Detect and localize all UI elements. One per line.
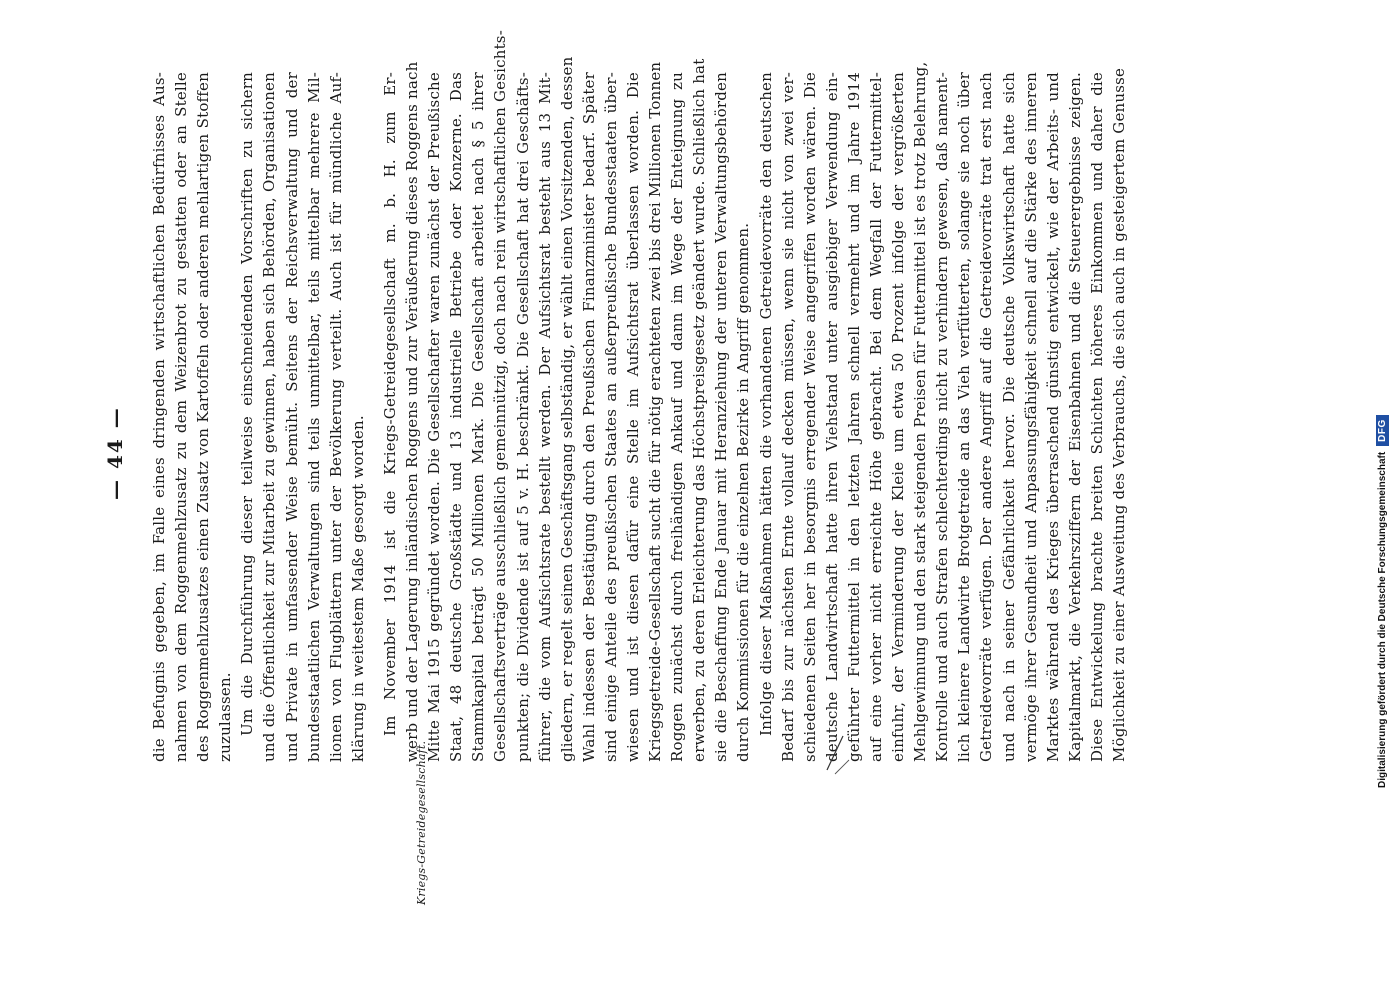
text-line: lionen von Flugblättern unter der Bevölkerung verteilt. Auch ist für mündliche Auf-	[326, 72, 345, 762]
text-line: wiesen und ist diesen dafür eine Stelle im Aufsichtsrat überlassen worden. Die	[623, 72, 642, 762]
text-line: klärung in weitestem Maße gesorgt worden.	[348, 415, 367, 762]
paragraph	[236, 72, 369, 762]
text-line: auf eine vorher nicht erreichte Höhe gebracht. Bei dem Wegfall der Futtermittel-	[867, 72, 885, 762]
text-line: Getreidevorräte verfügen. Der andere Angriff auf die Getreidevorräte trat erst nach	[977, 72, 996, 762]
text-line: Um die Durchführung dieser teilweise einschneidenden Vorschriften zu sichern	[238, 72, 257, 736]
text-line: Mitte Mai 1915 gegründet worden. Die Gesellschafter waren zunächst der Preußische	[425, 72, 444, 762]
text-line: Infolge dieser Maßnahmen hätten die vorhandenen Getreidevorräte den deutschen	[756, 72, 775, 736]
text-line: Diese Entwickelung brachte breiten Schichten höheres Einkommen und daher die	[1087, 72, 1106, 762]
text-line: zuzulassen.	[216, 672, 235, 762]
text-line: durch Kommissionen für die einzelnen Bezirke in Angriff genommen.	[734, 222, 753, 762]
digitization-note: Digitalisierung gefördert durch die Deutsche Forschungsgemeinschaft	[1377, 451, 1388, 788]
text-line: Mehlgewinnung und den stark steigenden Preisen für Futtermittel ist es trotz Belehrung,	[911, 61, 930, 762]
text-line: vermöge ihrer Gesundheit und Anpassungsfähigkeit schnell auf die Stärke des inneren	[1021, 72, 1040, 762]
text-line: führer, die vom Aufsichtsrate bestellt werden. Der Aufsichtsrat besteht aus 13 Mit-	[535, 72, 554, 762]
paragraph	[379, 30, 755, 762]
text-line: Möglichkeit zu einer Ausweitung des Verbrauchs, die sich auch in gesteigertem Genusse	[1110, 67, 1129, 762]
paragraph	[755, 61, 1131, 762]
text-line: Bedarf bis zur nächsten Ernte vollauf decken müssen, wenn sie nicht von zwei ver-	[778, 72, 797, 762]
text-line: und nach in seiner Gefährlichkeit hervor. Die deutsche Volkswirtschaft hatte sich	[999, 72, 1018, 762]
text-line: lich kleinere Landwirte Brotgetreide an das Vieh verfütterten, solange sie noch über	[955, 72, 974, 762]
text-line: des Roggenmehlzusatzes einen Zusatz von Kartoffeln oder anderen mehlartigen Stoffen	[194, 72, 213, 762]
text-line: und Private in umfassender Weise bemüht. Seitens der Reichsverwaltung und der	[282, 72, 301, 762]
text-line: Gesellschaftsverträge ausschließlich gemeinnützig, doch nach rein wirtschaftlichen Gesichts-	[491, 30, 510, 762]
paragraph	[148, 72, 236, 762]
text-line: nahmen von dem Roggenmehlzusatz zu dem Weizenbrot zu gestatten oder an Stelle	[172, 72, 191, 762]
digitization-footer	[1376, 415, 1389, 788]
text-line: Kontrolle und auch Strafen schlechterdings nicht zu verhindern gewesen, daß nament-	[933, 72, 952, 762]
section-gap	[369, 72, 379, 762]
text-line: sie die Beschaffung Ende Januar mit Heranziehung der unteren Verwaltungsbehörden	[712, 72, 731, 762]
text-line: werb und der Lagerung inländischen Roggens und zur Veräußerung dieses Roggens nach	[403, 61, 422, 762]
text-line: gliedern, er regelt seinen Geschäftsgang selbständig, er wählt einen Vorsitzenden, dessen	[557, 56, 576, 762]
pencil-mark	[815, 730, 855, 780]
text-line: einfuhr, der Verminderung der Kleie um etwa 50 Prozent infolge der vergrößerten	[889, 72, 908, 762]
text-line: Wahl indessen der Bestätigung durch den Preußischen Finanzminister bedarf. Später	[579, 72, 598, 762]
text-line: bundesstaatlichen Verwaltungen sind teils unmittelbar, teils mittelbar mehrere Mil-	[304, 72, 323, 762]
text-line: deutsche Landwirtschaft hatte ihren Viehstand unter ausgiebiger Verwendung ein-	[822, 72, 841, 762]
text-line: Staat, 48 deutsche Großstädte und 13 industrielle Betriebe oder Konzerne. Das	[447, 72, 466, 762]
body-text	[148, 30, 1130, 762]
marginal-note: Kriegs-Getreidegesellschaft.	[415, 740, 428, 905]
page-number: — 44 —	[103, 406, 127, 500]
text-line: Roggen zunächst durch freihändigen Ankauf und dann im Wege der Enteignung zu	[668, 72, 687, 762]
text-line: Marktes während des Krieges überraschend günstig entwickelt, wie der Arbeits- und	[1043, 72, 1062, 762]
text-line: sind einige Anteile des preußischen Staates an außerpreußische Bundesstaaten über-	[601, 72, 620, 762]
text-line: Kriegsgetreide-Gesellschaft sucht die für nötig erachteten zwei bis drei Millionen Tonnen	[646, 61, 665, 762]
text-line: Im November 1914 ist die Kriegs-Getreidegesellschaft m. b. H. zum Er-	[380, 72, 399, 736]
text-line: erwerben, zu deren Erleichterung das Höchstpreisgesetz geändert wurde. Schließlich hat	[690, 58, 709, 762]
text-line: und die Öffentlichkeit zur Mitarbeit zu gewinnen, haben sich Behörden, Organisationen	[260, 72, 279, 762]
text-line: Stammkapital beträgt 50 Millionen Mark. Die Gesellschaft arbeitet nach § 5 ihrer	[469, 72, 488, 762]
text-line: punkten; die Dividende ist auf 5 v. H. beschränkt. Die Gesellschaft hat drei Geschäfts-	[513, 72, 532, 762]
text-line: schiedenen Seiten her in besorgnis erregender Weise angegriffen worden wären. Die	[800, 72, 819, 762]
text-line: geführter Futtermittel in den letzten Jahren schnell vermehrt und im Jahre 1914	[844, 72, 863, 762]
text-line: die Befugnis gegeben, im Falle eines dringenden wirtschaftlichen Bedürfnisses Aus-	[150, 72, 168, 762]
dfg-logo: DFG	[1376, 415, 1389, 446]
text-line: Kapitalmarkt, die Verkehrsziffern der Eisenbahnen und die Steuerergebnisse zeigen.	[1065, 72, 1084, 762]
